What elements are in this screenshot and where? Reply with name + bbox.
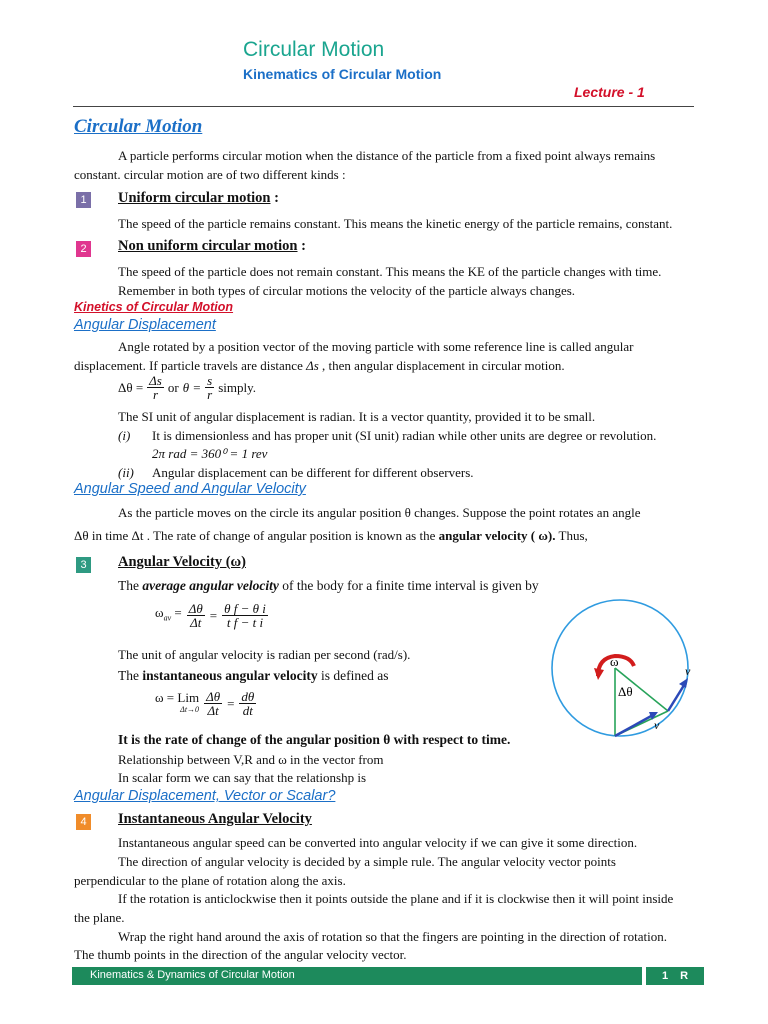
rate-of-change-line: It is the rate of change of the angular position θ with respect to time. [118,732,511,747]
velocity-arrowhead-top [679,678,688,688]
ang-disp-equation [118,374,256,401]
avg-eq-num-2: θ f − θ i [224,601,266,616]
avg-a: The [118,578,139,593]
eq-den-1: r [152,387,159,402]
si-unit-line: The SI unit of angular displacement is radian. It is a vector quantity, provided it to be small. [118,409,596,424]
point-i-label: (i) [118,428,131,443]
motion-circle [552,600,688,736]
eq-fraction-1 [147,374,164,401]
circular-motion-diagram [548,598,698,748]
nonuniform-motion-title: Non uniform circular motion [118,238,298,254]
angular-velocity-bold: angular velocity ( ω). [438,528,556,543]
delta-s-symbol: Δs [306,358,319,373]
ang-disp-line-2a: displacement. If particle travels are distance [74,358,303,373]
kinetics-heading: Kinetics of Circular Motion [74,300,234,314]
uniform-motion-title: Uniform circular motion [118,190,271,206]
point-ii-text: Angular displacement can be different for different observers. [152,465,474,480]
nonuniform-text-2: Remember in both types of circular motions the velocity of the particle always changes. [118,283,576,298]
diagram-omega-label: ω [610,654,619,669]
instantaneous-line [118,666,389,685]
scalar-form-line: In scalar form we can say that the relationshp is [118,770,366,785]
diagram-v-top-label: v [685,664,691,678]
angular-speed-line-2b: Thus, [558,528,588,543]
angular-velocity-heading: Angular Velocity (ω) [118,554,246,570]
angular-speed-line-2a: Δθ in time Δt . The rate of change of angular position is known as the [74,528,436,543]
page-subtitle: Kinematics of Circular Motion [243,66,442,82]
inst-bold: instantaneous angular velocity [142,668,318,683]
point-i-equation: 2π rad = 360⁰ = 1 rev [152,446,268,461]
eq-theta: θ = [182,380,202,395]
eq-fraction-2 [205,374,214,401]
nonuniform-motion-heading [118,238,306,255]
eq-simply: simply. [218,380,257,395]
nonuniform-motion-colon: : [301,238,306,254]
avg-eq-frac-2 [222,602,268,629]
lim-den-1: Δt [207,703,219,718]
footer-page-number: 1 [661,970,669,982]
avg-bold: average angular velocity [142,578,279,593]
header-divider [73,106,694,107]
velocity-arrow-bottom [615,715,653,736]
eq-lhs: Δθ = [118,380,144,395]
number-badge-1: 1 [76,192,91,208]
uniform-motion-colon: : [274,190,279,206]
lim-sub: Δt→0 [180,704,200,714]
ang-disp-line-2 [74,356,565,375]
vector-scalar-heading: Angular Displacement, Vector or Scalar? [74,788,336,804]
avg-velocity-equation: $\omega_{av}$ = $\frac{\Delta\theta}{\Delta t}$ = $\frac{\text{θ f − θ i}}{\text{t f − t i}}$ [155,601,266,630]
angular-speed-line-1: As the particle moves on the circle its angular position θ changes. Suppose the point rotates an angle [118,505,641,520]
eq-num-1: Δs [149,373,162,388]
lim-block [155,689,200,716]
footer-title: Kinematics & Dynamics of Circular Motion [90,969,295,981]
avg-b: of the body for a finite time interval is given by [282,578,539,593]
uniform-motion-text: The speed of the particle remains constant. This means the kinetic energy of the particle remains, constant. [118,216,673,231]
avg-eq-omega: ω [155,605,164,621]
diagram-dtheta-label: Δθ [618,684,633,699]
item4-p2b: perpendicular to the plane of rotation along the axis. [74,873,346,888]
number-badge-3: 3 [76,557,91,573]
lim-num-1: Δθ [206,689,221,704]
relationship-line: Relationship between V,R and ω in the vector from [118,752,384,767]
avg-eq-sub: av [163,613,172,623]
eq-num-2: s [207,373,213,388]
number-badge-4: 4 [76,814,91,830]
number-badge-2: 2 [76,241,91,257]
nonuniform-text-1: The speed of the particle does not remain constant. This means the KE of the particle changes with time. [118,264,662,279]
lim-lhs: ω = Lim [155,689,200,705]
intro-line-1: A particle performs circular motion when the distance of the particle from a fixed point always remains [118,148,656,163]
angular-speed-heading: Angular Speed and Angular Velocity [74,481,306,497]
footer-tag: R [680,970,689,982]
eq-den-2: r [207,387,213,402]
lim-frac-1 [204,690,222,717]
rotation-arc-arrowhead [594,668,604,680]
avg-eq-den-1: Δt [190,615,202,630]
average-angular-velocity-line [118,576,539,595]
avg-eq-den-2: t f − t i [226,615,264,630]
avg-eq-frac-1 [187,602,205,629]
angular-displacement-heading: Angular Displacement [74,317,216,333]
angular-speed-line-2 [74,526,588,545]
unit-line: The unit of angular velocity is radian per second (rad/s). [118,647,411,662]
item4-p3b: the plane. [74,910,125,925]
item4-p2a: The direction of angular velocity is decided by a simple rule. The angular velocity vector points [118,854,616,869]
section-heading-circular-motion: Circular Motion [74,116,203,137]
point-i-text: It is dimensionless and has proper unit (SI unit) radian while other units are degree or revolution. [152,428,657,443]
avg-eq-num-1: Δθ [188,601,203,616]
avg-eq-lhs: $\omega_{av}$ = [155,605,182,623]
intro-line-2: constant. circular motion are of two different kinds : [74,167,346,182]
instantaneous-angular-velocity-heading: Instantaneous Angular Velocity [118,811,312,827]
lecture-label: Lecture - 1 [574,84,645,100]
item4-p1: Instantaneous angular speed can be converted into angular velocity if we can give it some direction. [118,835,638,850]
item4-p4b: The thumb points in the direction of the angular velocity vector. [74,947,407,962]
ang-disp-line-2b: , then angular displacement in circular motion. [322,358,565,373]
inst-a: The [118,668,139,683]
diagram-v-bottom-label: v [654,718,660,732]
lim-frac-2 [239,690,256,717]
footer-page-box [642,967,704,985]
item4-p3a: If the rotation is anticlockwise then it points outside the plane and if it is clockwise then it will point inside [118,891,674,906]
eq-or: or [167,380,179,395]
limit-equation: ω = Lim Δt→0 $\frac{\Delta\theta}{\Delta t}$ = $\frac{d\theta}{dt}$ [155,689,255,718]
lim-num-2: dθ [241,689,255,704]
point-ii-label: (ii) [118,465,134,480]
uniform-motion-heading [118,190,279,207]
lim-den-2: dt [242,703,253,718]
page-title: Circular Motion [243,38,385,61]
inst-b: is defined as [321,668,389,683]
item4-p4a: Wrap the right hand around the axis of rotation so that the fingers are pointing in the direction of rotation. [118,929,667,944]
ang-disp-line-1: Angle rotated by a position vector of the moving particle with some reference line is called angular [118,339,634,354]
